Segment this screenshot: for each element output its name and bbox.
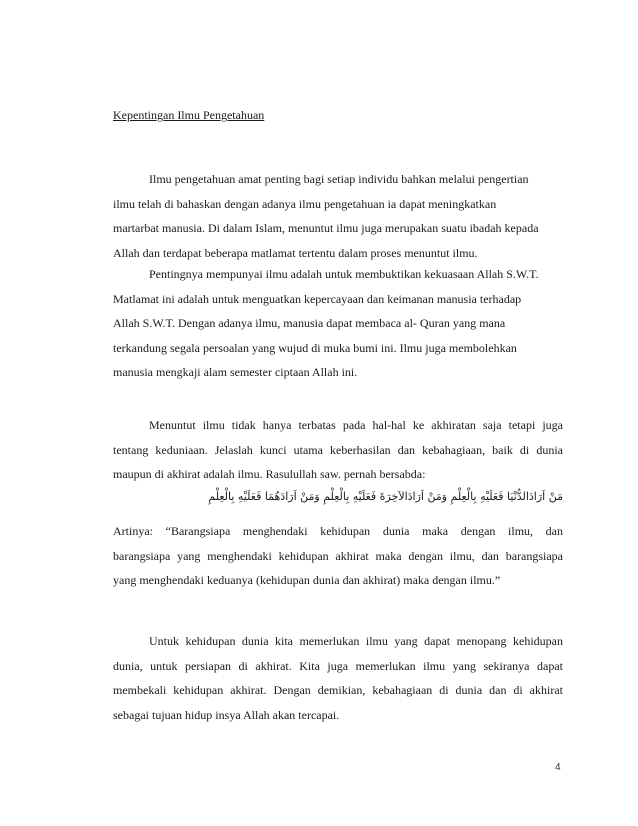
paragraph-line: martarbat manusia. Di dalam Islam, menuntut ilmu juga merupakan suatu ibadah kepada [113,221,539,235]
paragraph-line: Untuk kehidupan dunia kita memerlukan ilmu yang dapat menopang kehidupan [149,634,563,648]
paragraph-line: maupun di akhirat adalah ilmu. Rasulullah saw. pernah bersabda: [113,467,426,481]
paragraph-line: barangsiapa yang menghendaki kehidupan akhirat maka dengan ilmu, dan barangsiapa [113,548,563,563]
paragraph-2 [113,262,563,385]
paragraph-line: Allah dan terdapat beberapa matlamat tertentu dalam proses menuntut ilmu. [113,245,478,260]
page-number: 4 [555,762,561,773]
section-heading: Kepentingan Ilmu Pengetahuan [113,108,265,122]
paragraph-line: sebagai tujuan hidup insya Allah akan tercapai. [113,707,340,722]
paragraph-4 [113,629,563,727]
hadith-arabic-text: مَنْ اَرَادَالدُّنْيَا فَعَلَيْهِ بِالْعِلْمِ وَمَنْ اَرَادَالاَخِرَةَ فَعَلَيْهِ بِالْعِلْمِ وَمَنْ اَرَادَهُمَا فَعَلَيْهِ بِالْعِلْمِ [208,490,563,503]
paragraph-line: ilmu telah di bahaskan dengan adanya ilmu pengetahuan ia dapat meningkatkan [113,196,497,211]
paragraph-line: Pentingnya mempunyai ilmu adalah untuk membuktikan kekuasaan Allah S.W.T. [149,267,539,281]
paragraph-line: yang menghendaki keduanya (kehidupan dunia dan akhirat) maka dengan ilmu.” [113,573,501,587]
paragraph-line: Menuntut ilmu tidak hanya terbatas pada hal-hal ke akhiratan saja tetapi juga [149,418,563,432]
paragraph-line: Allah S.W.T. Dengan adanya ilmu, manusia dapat membaca al- Quran yang mana [113,316,506,330]
paragraph-line: Matlamat ini adalah untuk menguatkan kepercayaan dan keimanan manusia terhadap [113,291,522,306]
paragraph-line: membekali kehidupan akhirat. Dengan demikian, kebahagiaan di dunia dan di akhirat [113,683,563,697]
hadith-translation [113,519,563,593]
paragraph-line: Ilmu pengetahuan amat penting bagi setiap individu bahkan melalui pengertian [149,172,529,186]
paragraph-3 [113,413,563,487]
paragraph-line: manusia mengkaji alam semester ciptaan Allah ini. [113,365,358,379]
paragraph-1 [113,167,563,265]
paragraph-line: dunia, untuk persiapan di akhirat. Kita juga memerlukan ilmu yang sekiranya dapat [113,658,563,673]
paragraph-line: tentang keduniaan. Jelaslah kunci utama keberhasilan dan kebahagiaan, baik di dunia [113,442,563,457]
paragraph-line: terkandung segala persoalan yang wujud di muka bumi ini. Ilmu juga membolehkan [113,340,517,355]
paragraph-line: Artinya: “Barangsiapa menghendaki kehidupan dunia maka dengan ilmu, dan [113,524,563,538]
